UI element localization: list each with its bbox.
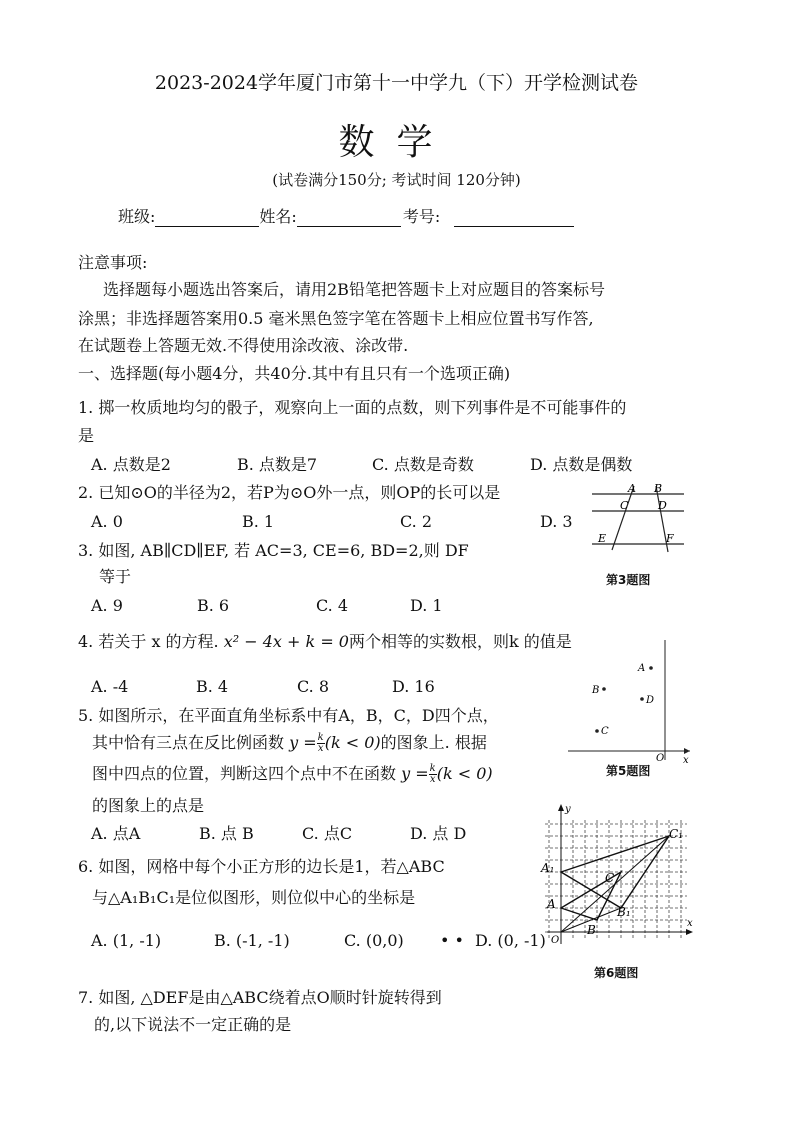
q6-caption: 第6题图 [594, 966, 639, 980]
q6-option-a: A. (1, -1) [91, 931, 162, 950]
q4-option-b: B. 4 [196, 677, 229, 696]
x-axis-arrow-icon [686, 929, 693, 935]
q2-stem: 2. 已知⊙O的半径为2，若P为⊙O外一点，则OP的长可以是 [78, 483, 501, 502]
q1-option-a: A. 点数是2 [91, 455, 171, 474]
label-c1: C₁ [669, 827, 683, 841]
q1-option-b: B. 点数是7 [237, 455, 318, 474]
label-b: B [587, 923, 596, 937]
label-b1: B₁ [617, 905, 631, 919]
q5-stem: 的图象上的点是 [92, 796, 205, 815]
transversal-ae [612, 486, 634, 550]
name-label: 姓名: [259, 207, 297, 226]
class-label: 班级: [118, 207, 156, 226]
exam-info: (试卷满分150分; 考试时间 120分钟) [272, 171, 521, 189]
x-axis-arrow-icon [684, 748, 690, 754]
q3-stem: 3. 如图, AB∥CD∥EF, 若 AC=3, CE=6, BD=2,则 DF [78, 541, 469, 560]
label-f: F [666, 532, 674, 545]
q5-text: 图中四点的位置，判断这四个点中不在函数 [92, 764, 397, 783]
q3-option-d: D. 1 [410, 596, 443, 615]
q2-option-a: A. 0 [91, 512, 123, 531]
func-fraction [317, 733, 325, 754]
frac-num: k [317, 732, 324, 743]
q5-option-a: A. 点A [91, 824, 141, 843]
section-heading: 一、选择题(每小题4分，共40分.其中有且只有一个选项正确) [78, 364, 511, 383]
label-c: C [601, 726, 609, 737]
q5-option-d: D. 点 D [410, 824, 467, 843]
q1-option-d: D. 点数是偶数 [530, 455, 633, 474]
q3-option-b: B. 6 [197, 596, 230, 615]
q3-option-c: C. 4 [316, 596, 349, 615]
q6-stem: 6. 如图，网格中每个小正方形的边长是1，若△ABC [78, 857, 445, 876]
point-c [595, 729, 599, 733]
func-y: y = [401, 764, 429, 783]
q1-option-c: C. 点数是奇数 [372, 455, 474, 474]
label-a1: A₁ [541, 861, 555, 875]
q4-equation: x² − 4x + k = 0 [223, 632, 349, 651]
label-b: B [592, 685, 600, 696]
label-d: D [646, 695, 655, 706]
q5-text: 其中恰有三点在反比例函数 [92, 733, 285, 752]
q6-figure [537, 800, 697, 960]
q6-dots: • • [440, 931, 464, 950]
label-x: x [687, 918, 693, 929]
q5-option-c: C. 点C [302, 824, 353, 843]
label-x: x [683, 755, 689, 764]
q5-figure [568, 636, 696, 764]
q3-stem: 等于 [99, 567, 132, 586]
q5-caption: 第5题图 [606, 764, 651, 778]
label-e: E [598, 532, 607, 545]
q5-stem [92, 764, 493, 785]
grid [545, 820, 687, 940]
label-b: B [654, 482, 663, 495]
func-cond: (k < 0) [324, 733, 381, 752]
q1-stem: 是 [78, 426, 95, 445]
q4-option-c: C. 8 [297, 677, 330, 696]
notice-line: 在试题卷上答题无效.不得使用涂改液、涂改带. [78, 336, 409, 355]
func-fraction [429, 764, 437, 785]
point-b [602, 687, 606, 691]
label-o: O [551, 935, 560, 946]
number-label: 考号: [402, 207, 441, 226]
exam-title: 2023-2024学年厦门市第十一中学九（下）开学检测试卷 [154, 72, 639, 94]
q2-option-b: B. 1 [242, 512, 275, 531]
frac-den: x [429, 774, 436, 785]
q2-option-c: C. 2 [400, 512, 433, 531]
y-axis-arrow-icon [558, 804, 564, 811]
frac-den: x [317, 743, 324, 754]
label-a: A [547, 897, 556, 911]
class-field[interactable] [155, 210, 259, 227]
student-fields [118, 207, 574, 227]
q4-prefix: 4. 若关于 x 的方程. [78, 632, 219, 651]
subject-title: 数学 [338, 122, 455, 163]
q6-option-d: D. (0, -1) [475, 931, 546, 950]
label-a: A [628, 482, 636, 495]
q7-stem: 7. 如图, △DEF是由△ABC绕着点O顺时针旋转得到 [78, 988, 442, 1007]
q5-option-b: B. 点 B [199, 824, 254, 843]
q4-stem [78, 632, 572, 652]
q4-option-d: D. 16 [392, 677, 435, 696]
q2-option-d: D. 3 [540, 512, 573, 531]
q4-suffix: 两个相等的实数根，则k 的值是 [348, 632, 572, 651]
point-d [640, 697, 644, 701]
q6-option-b: B. (-1, -1) [214, 931, 290, 950]
label-c: C [620, 499, 629, 512]
q7-stem: 的,以下说法不一定正确的是 [94, 1015, 292, 1034]
label-a: A [638, 663, 646, 674]
q5-text: 的图象上. 根据 [380, 733, 487, 752]
q4-option-a: A. -4 [91, 677, 129, 696]
q5-stem [92, 733, 487, 754]
name-field[interactable] [297, 210, 401, 227]
q3-figure [588, 480, 688, 560]
label-o: O [656, 753, 665, 764]
func-y: y = [289, 733, 317, 752]
q5-stem: 5. 如图所示，在平面直角坐标系中有A，B，C，D四个点， [78, 706, 499, 725]
label-c: C [605, 871, 615, 885]
func-cond: (k < 0) [436, 764, 493, 783]
q1-stem: 1. 掷一枚质地均匀的骰子，观察向上一面的点数，则下列事件是不可能事件的 [78, 398, 627, 417]
notice-line: 涂黑；非选择题答案用0.5 毫米黑色签字笔在答题卡上相应位置书写作答, [78, 309, 594, 328]
q3-option-a: A. 9 [91, 596, 123, 615]
notice-line: 选择题每小题选出答案后，请用2B铅笔把答题卡上对应题目的答案标号 [103, 280, 605, 299]
number-field[interactable] [454, 210, 574, 227]
label-d: D [658, 499, 667, 512]
q6-option-c: C. (0,0) [344, 931, 404, 950]
label-y: y [565, 804, 571, 815]
q3-caption: 第3题图 [606, 573, 651, 587]
q6-stem: 与△A₁B₁C₁是位似图形，则位似中心的坐标是 [92, 888, 416, 907]
frac-num: k [429, 763, 436, 774]
notice-heading: 注意事项: [78, 253, 148, 272]
point-a [649, 666, 653, 670]
